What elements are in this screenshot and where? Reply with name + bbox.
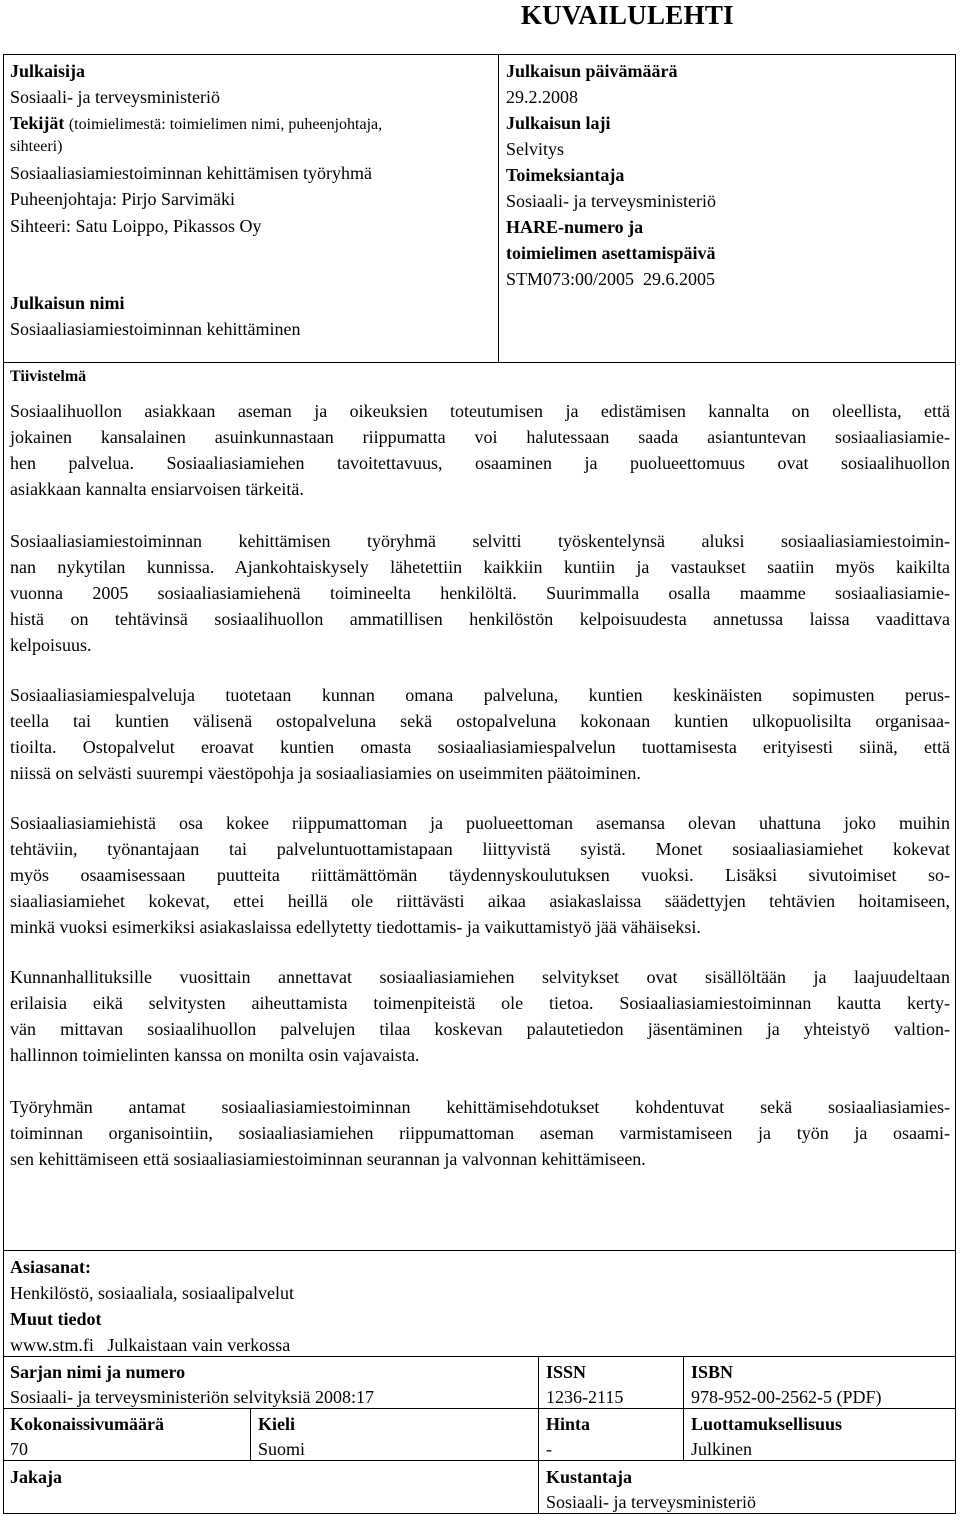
authors-note-cont: sihteeri) (10, 138, 63, 155)
abstract-line: jokainen kansalainen asuinkunnastaan riippumatta voi halutessaan saada asiantuntevan sosiaaliasiamie- (10, 427, 950, 447)
publication-type: Selvitys (506, 139, 565, 159)
price: - (546, 1439, 552, 1459)
abstract-line: erilaisia eikä selvitysten aiheuttamista toimenpiteistä ole tietoa. Sosiaaliasiamiestoiminnan kautta kerty- (10, 993, 950, 1013)
keywords-label: Asiasanat: (10, 1257, 92, 1277)
authors-label: Tekijät (10, 113, 65, 133)
abstract-paragraph-6 (10, 1094, 950, 1172)
abstract-line: Sosiaaliasiamiestoiminnan kehittämisen työryhmä selvitti työskentelynsä aluksi sosiaaliasiamiestoimin- (10, 531, 950, 551)
abstract-line: vuonna 2005 sosiaaliasiamiehenä toimineelta henkilöltä. Suurimmalla osalla maamme sosiaaliasiamie- (10, 583, 950, 603)
abstract-line: vän mittavan sosiaalihuollon palvelujen tilaa koskevan palautetiedon jäsentäminen ja yhteistyö valtion- (10, 1019, 950, 1039)
commissioner: Sosiaali- ja terveysministeriö (506, 191, 716, 211)
abstract-paragraph-2 (10, 528, 950, 658)
publisher-footer-label: Kustantaja (546, 1467, 633, 1487)
footer-top-rule (3, 1250, 956, 1251)
distributor-label: Jakaja (10, 1467, 63, 1487)
abstract-line: hen palvelua. Sosiaaliasiamiehen tavoitettavuus, osaaminen ja puolueettomuus ovat sosiaalihuollon (10, 453, 950, 473)
abstract-line: kelpoisuus. (10, 635, 92, 655)
publisher-footer: Sosiaali- ja terveysministeriö (546, 1492, 756, 1512)
series: Sosiaali- ja terveysministeriön selvityksiä 2008:17 (10, 1387, 374, 1407)
abstract-line: Sosiaaliasiamiehistä osa kokee riippumattoman ja puolueettoman asemansa olevan uhattuna joko muihin (10, 813, 950, 833)
publication-name-label: Julkaisun nimi (10, 293, 125, 313)
abstract-line: myös osaamisessaan puutteita riittämättömän täydennyskoulutuksen vuoksi. Lisäksi sivutoimiset so- (10, 865, 950, 885)
isbn-label: ISBN (691, 1362, 734, 1382)
footer-column-divider-3 (683, 1356, 684, 1460)
abstract-line: toiminnan organisointiin, sosiaaliasiamiehen riippumattoman aseman varmistamiseen ja työn ja osaami- (10, 1123, 950, 1143)
page-count-label: Kokonaissivumäärä (10, 1414, 165, 1434)
abstract-line: tioilta. Ostopalvelut eroavat kuntien omasta sosiaaliasiamiespalvelun tuottamisesta erityisesti siinä, että (10, 737, 950, 757)
publisher-label-text: Julkaisija (10, 61, 86, 81)
abstract-paragraph-5 (10, 964, 950, 1068)
other-info-label: Muut tiedot (10, 1309, 102, 1329)
abstract-line: asiakkaan kannalta ensiarvoisen tärkeitä. (10, 479, 304, 499)
authors-line (10, 110, 382, 138)
hare-label-line-2: toimielimen asettamispäivä (506, 243, 716, 263)
confidentiality-label: Luottamuksellisuus (691, 1414, 843, 1434)
price-label: Hinta (546, 1414, 591, 1434)
language: Suomi (258, 1439, 306, 1459)
language-label: Kieli (258, 1414, 295, 1434)
abstract-paragraph-4 (10, 810, 950, 940)
issn-label: ISSN (546, 1362, 587, 1382)
hare-label-line-1: HARE-numero ja (506, 217, 644, 237)
authors-note: (toimielimestä: toimielimen nimi, puheenjohtaja, (68, 116, 383, 133)
commissioner-label: Toimeksiantaja (506, 165, 625, 185)
page-title: KUVAILULEHTI (520, 0, 734, 30)
confidentiality: Julkinen (691, 1439, 752, 1459)
abstract-line: nan nykytilan kunnissa. Ajankohtaiskysely lähetettiin kaikkiin kuntiin ja vastaukset saatiin myös kaikilta (10, 557, 950, 577)
publication-date-label: Julkaisun päivämäärä (506, 61, 678, 81)
publication-type-label: Julkaisun laji (506, 113, 611, 133)
chairperson: Puheenjohtaja: Pirjo Sarvimäki (10, 189, 235, 209)
series-label: Sarjan nimi ja numero (10, 1362, 186, 1382)
publisher-value: Sosiaali- ja terveysministeriö (10, 87, 220, 107)
abstract-paragraph-1 (10, 398, 950, 502)
abstract-line: Kunnanhallituksille vuosittain annettavat sosiaaliasiamiehen selvitykset ovat sisällöltään ja laajuudeltaan (10, 967, 950, 987)
secretary: Sihteeri: Satu Loippo, Pikassos Oy (10, 216, 262, 236)
footer-column-divider-1 (250, 1408, 251, 1460)
abstract-line: Sosiaaliasiamiespalveluja tuotetaan kunnan omana palveluna, kuntien keskinäisten sopimusten perus- (10, 685, 950, 705)
abstract-line: hallinnon toimielinten kanssa on monilta osin vajavaista. (10, 1045, 420, 1065)
abstract-line: histä on tehtävinsä sosiaalihuollon ammatillisen henkilöstön kelpoisuudesta annetussa laissa vaadittava (10, 609, 950, 629)
hare-number: STM073:00/2005 29.6.2005 (506, 269, 716, 289)
abstract-line: sen kehittämiseen että sosiaaliasiamiestoiminnan seurannan ja valvonnan kehittämiseen. (10, 1149, 646, 1169)
working-group: Sosiaaliasiamiestoiminnan kehittämisen työryhmä (10, 163, 372, 183)
abstract-line: Sosiaalihuollon asiakkaan aseman ja oikeuksien toteutumisen ja edistämisen kannalta on oleellista, että (10, 401, 950, 421)
abstract-line: niissä on selvästi suurempi väestöpohja ja sosiaaliasiamies on useimmiten päätoiminen. (10, 763, 641, 783)
publication-name: Sosiaaliasiamiestoiminnan kehittäminen (10, 319, 301, 339)
abstract-line: minkä vuoksi esimerkiksi asiakaslaissa edellytetty tiedottamis- ja vaikuttamistyö jää vähäiseksi. (10, 917, 701, 937)
abstract-label: Tiivistelmä (10, 368, 87, 385)
footer-row-rule-3 (3, 1460, 956, 1461)
abstract-line: tehtäviin, työnantajaan tai palveluntuottamistapaan liittyvistä syistä. Monet sosiaaliasiamiehet kokevat (10, 839, 950, 859)
isbn: 978-952-00-2562-5 (PDF) (691, 1387, 882, 1407)
abstract-line: teella tai kuntien välisenä ostopalveluna sekä ostopalveluna kokonaan kuntien ulkopuolisilta organisaa- (10, 711, 950, 731)
header-bottom-rule (3, 362, 956, 363)
keywords: Henkilöstö, sosiaaliala, sosiaalipalvelut (10, 1283, 294, 1303)
abstract-paragraph-3 (10, 682, 950, 786)
abstract-line: siaaliasiamiehet kokevat, ettei heillä ole riittävästi aikaa asiakaslaissa säädettyjen tehtävien hoitamiseen, (10, 891, 950, 911)
footer-column-divider-2 (538, 1356, 539, 1514)
page-count: 70 (10, 1439, 28, 1459)
other-info: www.stm.fi Julkaistaan vain verkossa (10, 1335, 291, 1355)
header-column-divider (498, 54, 499, 362)
publication-date: 29.2.2008 (506, 87, 578, 107)
issn: 1236-2115 (546, 1387, 624, 1407)
abstract-line: Työryhmän antamat sosiaaliasiamiestoiminnan kehittämisehdotukset kohdentuvat sekä sosiaaliasiamies- (10, 1097, 950, 1117)
